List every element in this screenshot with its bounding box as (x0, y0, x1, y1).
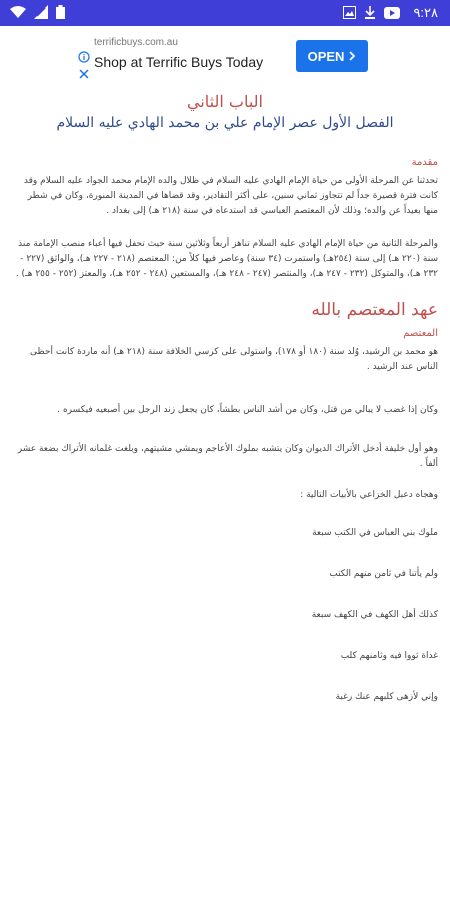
signal-icon (34, 5, 48, 19)
verse-line-5: وإني لأزهى كلبهم عنك رغبة (335, 692, 438, 702)
era-paragraph-2: وكان إذا غضب لا يبالي من قتل، وكان من أشد الناس بطشاً، كان يجعل زند الرجل بين أصبعيه فيكسره . (57, 405, 438, 415)
ad-info-icon[interactable] (78, 51, 90, 63)
image-notification-icon (343, 6, 356, 19)
verse-line-2: ولم يأتنا في ثامن منهم الكتب (329, 569, 438, 579)
youtube-notification-icon (384, 7, 400, 19)
ad-domain: terrificbuys.com.au (94, 37, 178, 48)
verse-line-1: ملوك بني العباس في الكتب سبعة (312, 528, 438, 538)
battery-icon (56, 5, 65, 19)
era-subheading: المعتصم (403, 328, 438, 339)
status-left-icons (10, 5, 65, 19)
era-paragraph-3: وهو أول خليفة أدخل الأتراك الديوان وكان يتشبه بملوك الأعاجم ويمشي مشيتهم، وبلغت غلمانه الأتراك بضعة عشر ألفاً . (17, 444, 438, 469)
download-notification-icon (364, 6, 376, 19)
ad-banner[interactable] (74, 30, 376, 82)
wifi-icon (10, 6, 26, 19)
intro-heading: مقدمة (411, 157, 438, 168)
ad-open-button[interactable] (296, 40, 368, 72)
era-heading: عهد المعتصم بالله (311, 300, 438, 320)
ad-open-label: OPEN (307, 48, 345, 64)
chevron-right-icon (348, 51, 356, 61)
status-right-icons (343, 6, 400, 19)
section-title: الفصل الأول عصر الإمام علي بن محمد الهادي عليه السلام (56, 115, 394, 131)
ad-close-icon[interactable] (78, 68, 90, 80)
era-paragraph-1: هو محمد بن الرشيد، وُلد سنة (١٨٠ أو ١٧٨)، واستولى على كرسي الخلافة سنة (٢١٨ هـ) أنه ماردة كانت أحظى الناس عند الرشيد . (30, 347, 438, 372)
verse-intro: وهجاه دعبل الخزاعي بالأبيات التالية : (300, 490, 438, 500)
article-content (12, 88, 438, 731)
status-bar (0, 0, 450, 26)
verse-line-4: غداة ثووا فيه وثامنهم كلب (340, 651, 438, 661)
chapter-title: الباب الثاني (187, 92, 263, 111)
intro-paragraph-1: تحدثنا عن المرحلة الأولى من حياة الإمام الهادي عليه السلام في ظلال والده الإمام محمد الجواد عليه السلام وقد كانت فترة قصيرة جداً لم تتجاوز ثماني سنين، على أكثر التقادير، وقد قضاها في المدينة المنورة، وكان في شطر منها بعيداً عن والده؛ وذلك لأن المعتصم العباسي قد استدعاه في سنة (٢١٨ هـ) إلى بغداد . (23, 176, 438, 216)
intro-paragraph-2: والمرحلة الثانية من حياة الإمام الهادي عليه السلام تناهز أربعاً وثلاثين سنة حيث تحفل فيها أعباء منصب الإمامة منذ سنة (٢٢٠ هـ) إلى سنة (٢٥٤هـ) واستمرت (٣٤ سنة) وعاصر فيها كلاً من: المعتصم (٢١٨ - ٢٢٧ هـ)، والواثق (٢٢٧ - ٢٣٢ هـ)، والمتوكل (٢٣٢ - ٢٤٧ هـ)، والمنتصر (٢٤٧ - ٢٤٨ هـ)، والمستعين (٢٤٨ - ٢٥٢ هـ)، والمعتز (٢٥٢ - ٢٥٥ هـ) . (15, 239, 438, 279)
ad-headline[interactable]: Shop at Terrific Buys Today (94, 54, 264, 70)
status-time: ٩:٢٨ (413, 5, 438, 20)
verse-line-3: كذلك أهل الكهف في الكهف سبعة (311, 610, 438, 620)
